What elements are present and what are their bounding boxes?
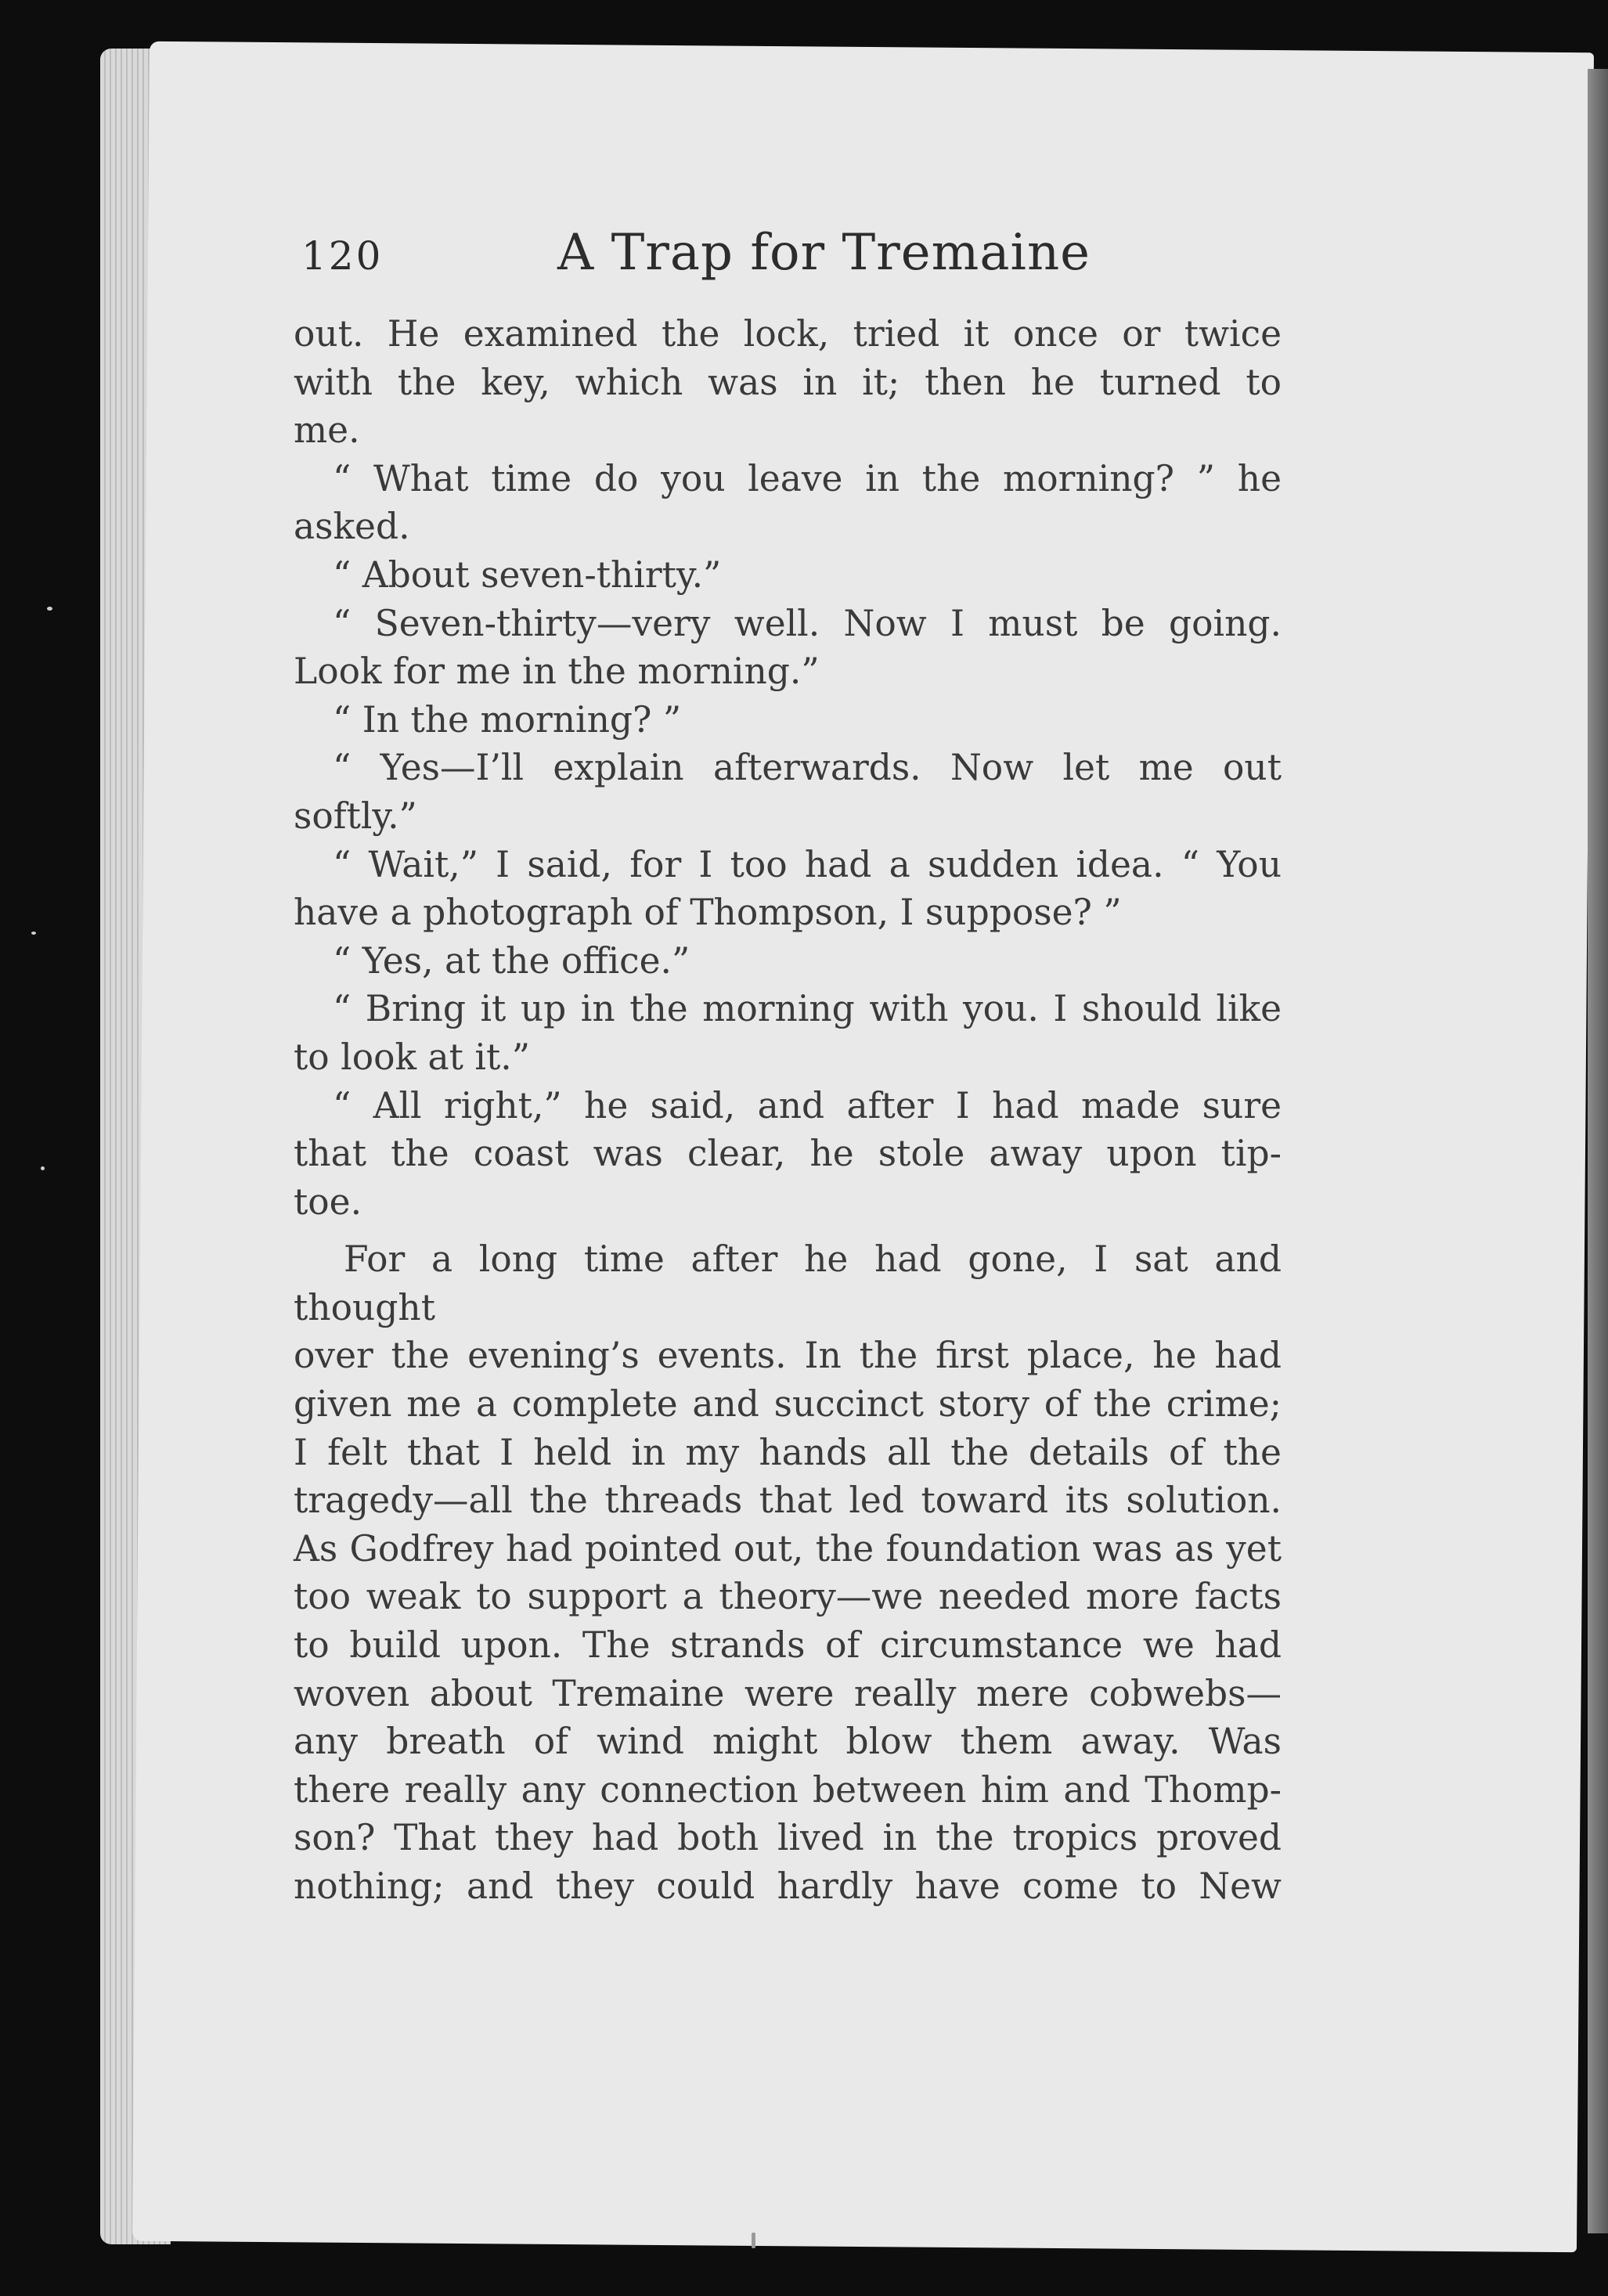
text-line: “ Yes—I’ll explain afterwards. Now let me out	[333, 747, 1282, 789]
text-line: woven about Tremaine were really mere cobwebs—	[294, 1672, 1282, 1714]
text-line: “ In the morning? ”	[333, 698, 682, 741]
running-title: A Trap for Tremaine	[557, 224, 1091, 282]
text-line: over the evening’s events. In the first place, he had	[294, 1335, 1282, 1377]
text-line: have a photograph of Thompson, I suppose? ”	[294, 892, 1122, 934]
text-line: with the key, which was in it; then he turned to	[294, 361, 1282, 403]
text-line: too weak to support a theory—we needed more facts	[294, 1576, 1282, 1618]
paragraph	[294, 1082, 1282, 1227]
paragraph	[294, 744, 1282, 840]
text-line: asked.	[294, 506, 410, 548]
paragraph	[294, 1235, 1282, 1910]
text-line: tragedy—all the threads that led toward its solution.	[294, 1480, 1282, 1522]
text-line: “ All right,” he said, and after I had made sure	[333, 1084, 1282, 1126]
text-line: “ What time do you leave in the morning? ” he	[333, 457, 1282, 499]
text-line: that the coast was clear, he stole away upon tip-	[294, 1133, 1282, 1175]
text-line: “ About seven-thirty.”	[333, 553, 722, 596]
text-line: “ Seven-thirty—very well. Now I must be going.	[333, 602, 1282, 644]
text-line: out. He examined the lock, tried it once or twice	[294, 313, 1282, 355]
text-line: Look for me in the morning.”	[294, 651, 820, 693]
dust-speck	[752, 2233, 755, 2248]
text-line: to look at it.”	[294, 1036, 530, 1078]
paragraph	[294, 551, 1282, 600]
text-line: For a long time after he had gone, I sat and thought	[294, 1238, 1282, 1328]
page-header	[301, 211, 1241, 297]
text-line: son? That they had both lived in the tropics proved	[294, 1817, 1282, 1859]
text-line: there really any connection between him and Thomp-	[294, 1768, 1282, 1811]
paragraph	[294, 985, 1282, 1081]
page-body-text	[294, 310, 1282, 1911]
text-line: “ Bring it up in the morning with you. I should like	[333, 988, 1282, 1030]
paragraph	[294, 937, 1282, 986]
text-line: “ Yes, at the office.”	[333, 939, 690, 982]
dust-speck	[47, 607, 52, 611]
dust-speck	[41, 1166, 45, 1170]
paragraph	[294, 310, 1282, 455]
paragraph	[294, 696, 1282, 744]
text-line: me.	[294, 409, 360, 452]
text-line: “ Wait,” I said, for I too had a sudden idea. “ You	[333, 843, 1282, 885]
book-gutter-shadow	[1588, 69, 1608, 2233]
text-line: given me a complete and succinct story of the crime;	[294, 1383, 1282, 1426]
text-line: to build upon. The strands of circumstance we had	[294, 1624, 1282, 1667]
page-number: 120	[301, 233, 384, 279]
paragraph	[294, 600, 1282, 696]
text-line: softly.”	[294, 795, 417, 837]
text-line: toe.	[294, 1180, 362, 1223]
paragraph	[294, 455, 1282, 551]
text-line: As Godfrey had pointed out, the foundation was as yet	[294, 1527, 1282, 1570]
text-line: any breath of wind might blow them away. Was	[294, 1721, 1282, 1763]
paragraph	[294, 841, 1282, 937]
text-line: I felt that I held in my hands all the details of the	[294, 1431, 1282, 1473]
dust-speck	[31, 932, 36, 935]
text-line: nothing; and they could hardly have come to New	[294, 1865, 1282, 1907]
